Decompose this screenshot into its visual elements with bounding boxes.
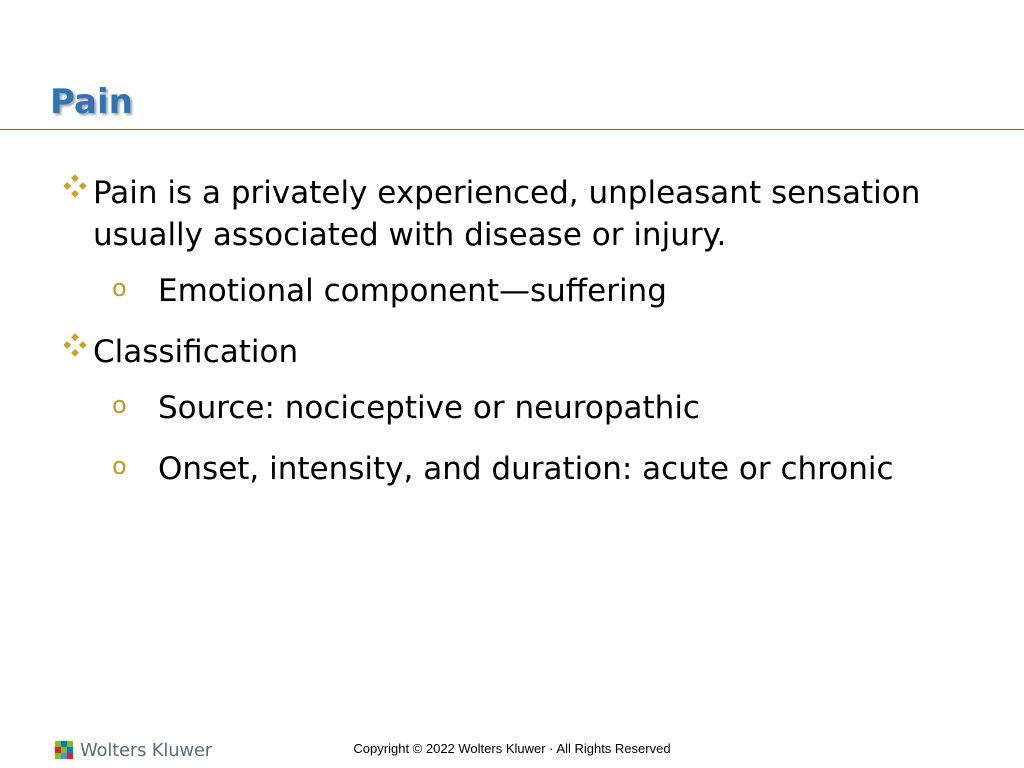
sub-bullet-item [62, 448, 962, 490]
sub-bullet-text: Source: nociceptive or neuropathic [158, 390, 700, 426]
slide-content [62, 172, 962, 509]
bullet-item [62, 172, 962, 256]
bullet-text: Classification [93, 334, 299, 370]
sub-bullet-item [62, 270, 962, 312]
bullet-item [62, 331, 962, 373]
sub-bullet-item [62, 387, 962, 429]
diamond-cluster-icon [62, 332, 88, 358]
sub-bullet-marker: o [112, 391, 127, 419]
diamond-cluster-icon [62, 173, 88, 199]
copyright-notice: Copyright © 2022 Wolters Kluwer · All Rights Reserved [353, 741, 671, 756]
sub-bullet-text: Onset, intensity, and duration: acute or chronic [158, 451, 894, 487]
title-divider [0, 129, 1024, 130]
sub-bullet-marker: o [112, 452, 127, 480]
sub-bullet-text: Emotional component—suffering [158, 273, 667, 309]
logo-wordmark: Wolters Kluwer [80, 739, 212, 761]
bullet-text: Pain is a privately experienced, unpleasant sensation usually associated with disease or injury. [93, 175, 921, 253]
sub-bullet-marker: o [112, 274, 127, 302]
slide-title: Pain [50, 82, 133, 122]
